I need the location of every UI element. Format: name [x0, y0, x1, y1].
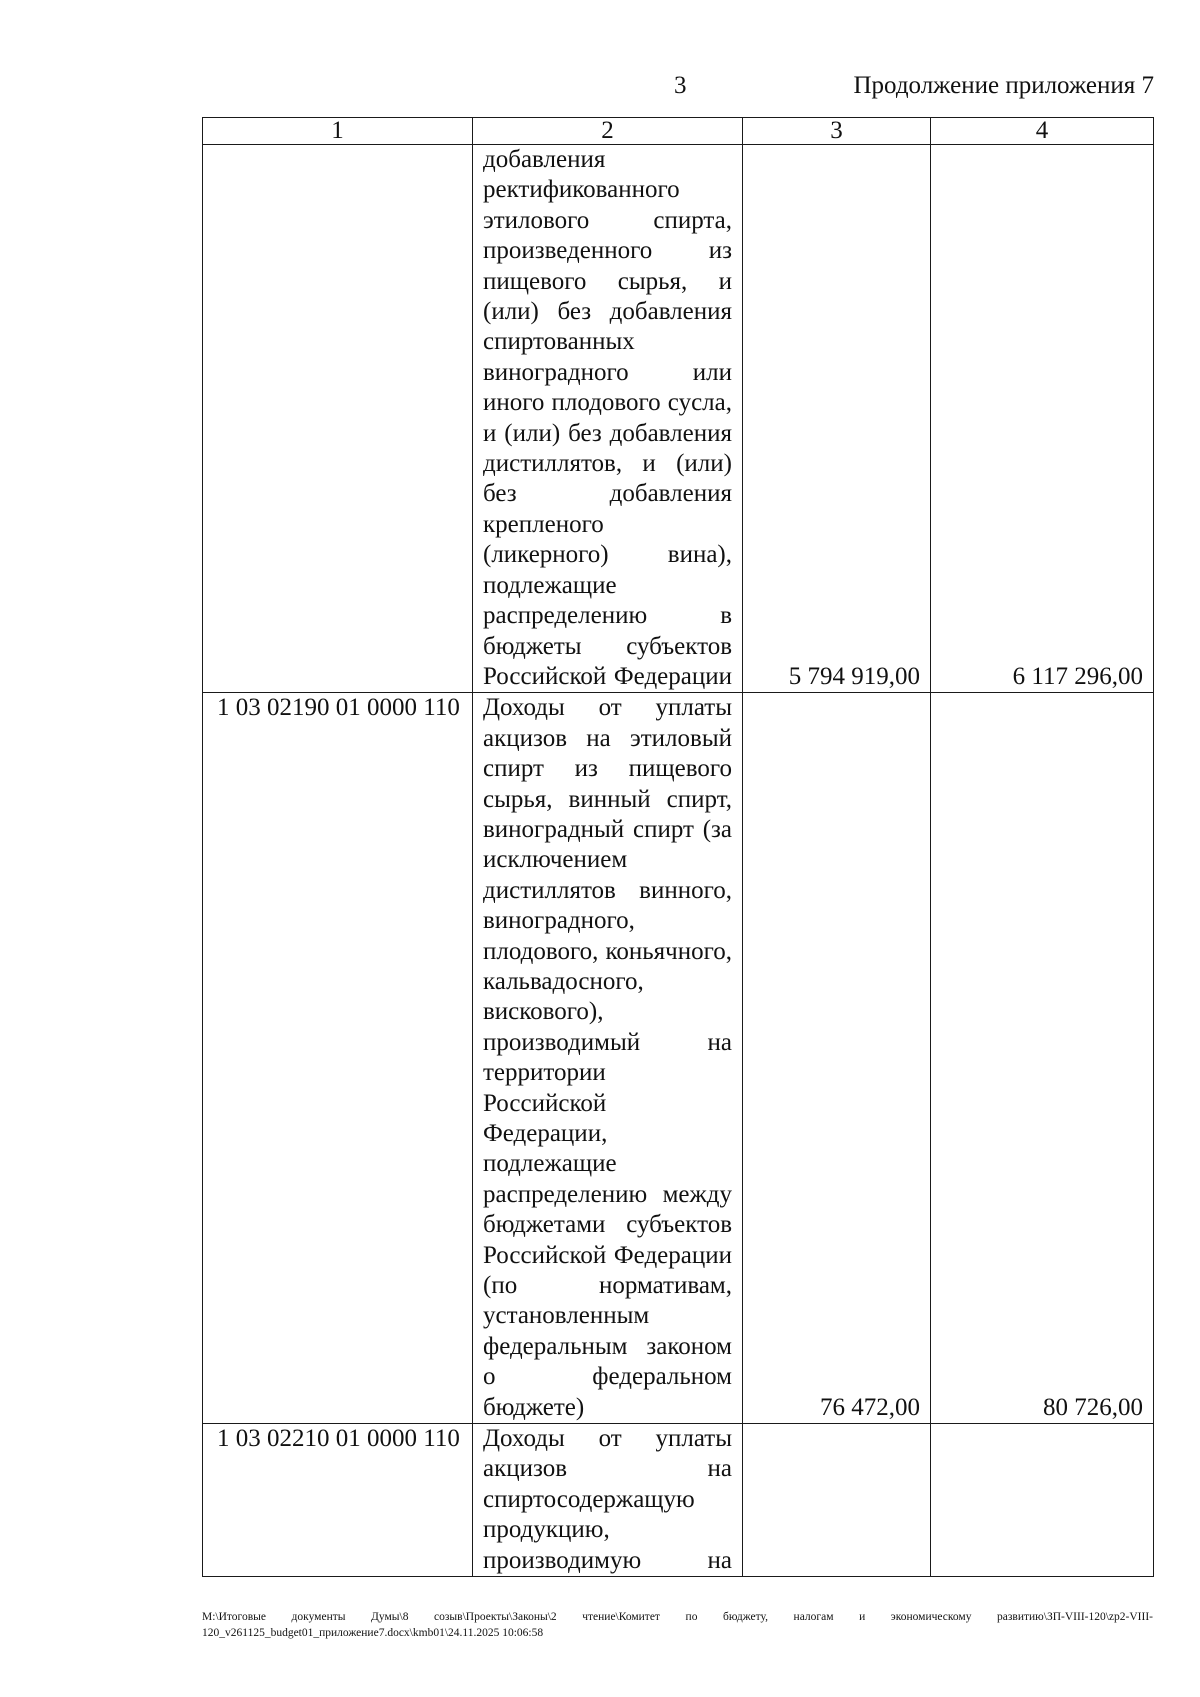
amount-cell: 6 117 296,00	[931, 145, 1154, 693]
column-header: 2	[473, 118, 743, 145]
description-line: произведенного из	[483, 237, 732, 265]
description-line: бюджетами субъектов	[483, 1211, 732, 1239]
description-line: (ликерного) вина),	[483, 541, 732, 569]
description-line: акцизов на этиловый	[483, 724, 732, 752]
amount-cell	[931, 1424, 1154, 1577]
column-header: 4	[931, 118, 1154, 145]
description-line: подлежащие	[483, 571, 617, 599]
description-line: продукцию,	[483, 1516, 610, 1544]
description-line: виноградный спирт (за	[483, 815, 732, 843]
appendix-continuation-label: Продолжение приложения 7	[853, 72, 1154, 99]
description-line: Российской Федерации	[483, 662, 732, 690]
description-line: бюджете)	[483, 1393, 585, 1421]
amount-cell	[743, 1424, 931, 1577]
budget-code-cell: 1 03 02210 01 0000 110	[203, 1424, 473, 1577]
description-cell	[473, 145, 743, 693]
description-line: виноградного или	[483, 358, 732, 386]
description-line: Российской Федерации	[483, 1241, 732, 1269]
description-line: спирт из пищевого	[483, 755, 732, 783]
description-line: установленным	[483, 1302, 650, 1330]
description-line: спиртованных	[483, 328, 635, 356]
description-line: крепленого	[483, 510, 604, 538]
table-row	[203, 145, 1154, 693]
description-line: Доходы от уплаты	[483, 1425, 732, 1453]
description-line: кальвадосного,	[483, 967, 644, 995]
description-line: о федеральном	[483, 1363, 732, 1391]
description-line: Российской	[483, 1089, 607, 1117]
description-line: спиртосодержащую	[483, 1485, 695, 1513]
budget-code-cell: 1 03 02190 01 0000 110	[203, 693, 473, 1424]
page-number: 3	[674, 72, 687, 99]
column-header: 3	[743, 118, 931, 145]
description-line: дистиллятов винного,	[483, 876, 732, 904]
description-line: производимую на	[483, 1546, 732, 1574]
description-line: этилового спирта,	[483, 206, 732, 234]
description-line: (или) без добавления	[483, 298, 732, 326]
description-line: распределению между	[483, 1180, 732, 1208]
table-row	[203, 1424, 1154, 1577]
description-line: вискового),	[483, 998, 604, 1026]
description-line: акцизов на	[483, 1455, 732, 1483]
description-line: исключением	[483, 846, 628, 874]
description-line: производимый на	[483, 1028, 732, 1056]
description-line: подлежащие	[483, 1150, 617, 1178]
budget-table	[202, 117, 1154, 1577]
column-header: 1	[203, 118, 473, 145]
amount-cell: 80 726,00	[931, 693, 1154, 1424]
document-path-footer: M:\Итоговые документы Думы\8 созыв\Проекты\Законы\2 чтение\Комитет по бюджету, налогам и экономическому развитию\ЗП-VIII-120\zp2-VIII-120_v261125_budget01_приложение7.docx\kmb01\24.11.2025 10:06:58	[202, 1611, 1153, 1639]
description-line: добавления	[483, 146, 606, 173]
description-line: плодового, коньячного,	[483, 937, 732, 965]
description-line: территории	[483, 1059, 606, 1087]
description-cell	[473, 693, 743, 1424]
description-line: Федерации,	[483, 1120, 608, 1147]
description-line: пищевого сырья, и	[483, 267, 732, 295]
description-line: виноградного,	[483, 907, 635, 935]
description-cell	[473, 1424, 743, 1577]
description-line: сырья, винный спирт,	[483, 785, 732, 813]
description-line: ректификованного	[483, 176, 680, 204]
description-line: дистиллятов, и (или)	[483, 450, 732, 478]
description-line: распределению в	[483, 602, 732, 630]
description-line: (по нормативам,	[483, 1272, 732, 1300]
budget-code-cell	[203, 145, 473, 693]
description-line: Доходы от уплаты	[483, 694, 732, 722]
table-row	[203, 693, 1154, 1424]
description-line: бюджеты субъектов	[483, 632, 732, 660]
amount-cell: 5 794 919,00	[743, 145, 931, 693]
description-line: иного плодового сусла,	[483, 389, 732, 417]
table-header-row	[203, 118, 1154, 145]
amount-cell: 76 472,00	[743, 693, 931, 1424]
description-line: федеральным законом	[483, 1332, 732, 1360]
description-line: без добавления	[483, 480, 732, 508]
description-line: и (или) без добавления	[483, 419, 732, 447]
